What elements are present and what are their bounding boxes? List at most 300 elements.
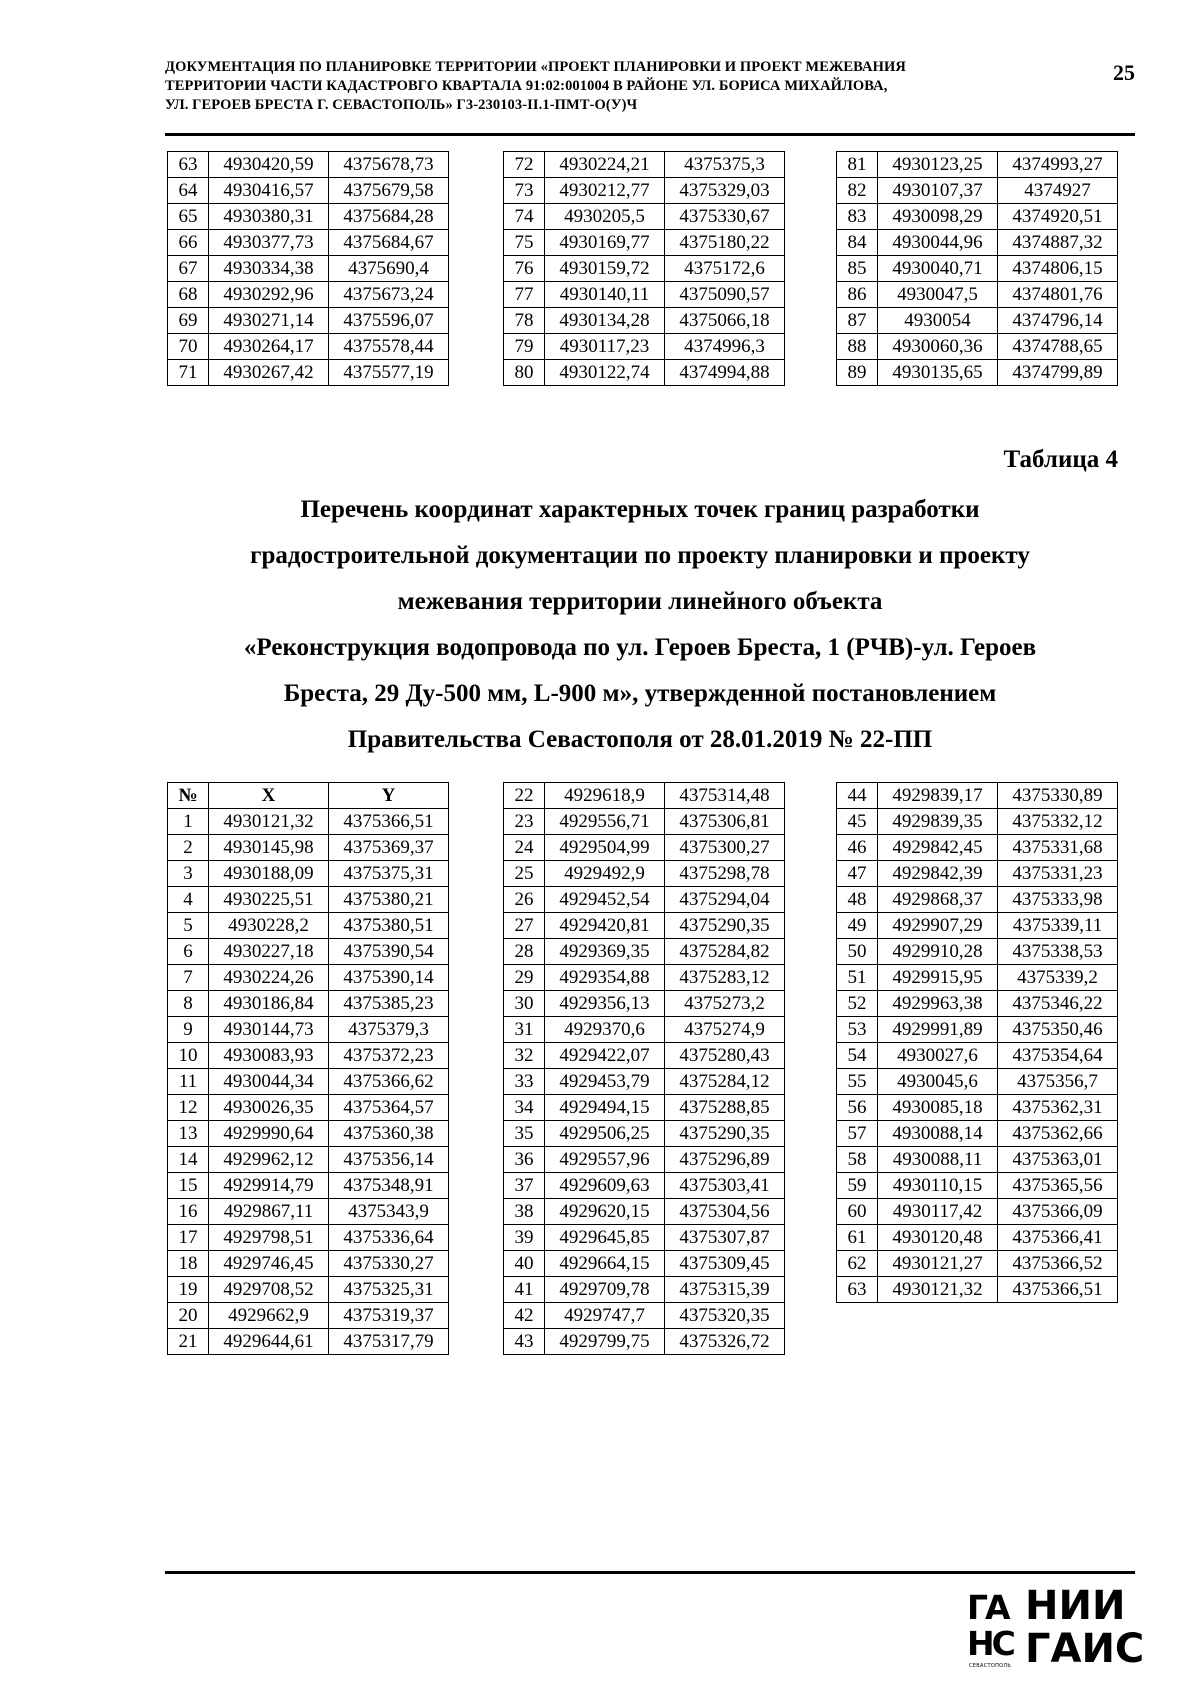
- table-row: [837, 939, 1118, 965]
- point-number-cell: 5: [168, 913, 209, 939]
- table-title: [170, 487, 1110, 763]
- table-row: [168, 308, 449, 334]
- y-coordinate-cell: 4375365,56: [998, 1173, 1118, 1199]
- x-coordinate-cell: 4930117,23: [545, 334, 665, 360]
- x-coordinate-cell: 4929556,71: [545, 809, 665, 835]
- x-coordinate-cell: 4930121,27: [878, 1251, 998, 1277]
- point-number-cell: 89: [837, 360, 878, 386]
- y-coordinate-cell: 4375274,9: [665, 1017, 785, 1043]
- y-coordinate-cell: 4375339,11: [998, 913, 1118, 939]
- x-coordinate-cell: 4930420,59: [209, 152, 329, 178]
- y-coordinate-cell: 4375317,79: [329, 1329, 449, 1355]
- x-coordinate-cell: 4929494,15: [545, 1095, 665, 1121]
- table-row: [837, 1095, 1118, 1121]
- y-coordinate-cell: 4375366,41: [998, 1225, 1118, 1251]
- x-coordinate-cell: 4930169,77: [545, 230, 665, 256]
- table-row: [504, 1069, 785, 1095]
- y-coordinate-cell: 4375309,45: [665, 1251, 785, 1277]
- point-number-cell: 52: [837, 991, 878, 1017]
- x-coordinate-cell: 4930040,71: [878, 256, 998, 282]
- x-coordinate-cell: 4929842,39: [878, 861, 998, 887]
- y-coordinate-cell: 4375331,68: [998, 835, 1118, 861]
- x-coordinate-cell: 4929839,17: [878, 783, 998, 809]
- y-coordinate-cell: 4375303,41: [665, 1173, 785, 1199]
- header-line-3: УЛ. ГЕРОЕВ БРЕСТА Г. СЕВАСТОПОЛЬ» Г3-230103-II.1-ПМТ-О(У)Ч: [165, 97, 638, 113]
- table-row: [168, 1095, 449, 1121]
- table-row: [504, 861, 785, 887]
- y-coordinate-cell: 4375354,64: [998, 1043, 1118, 1069]
- x-coordinate-cell: 4929492,9: [545, 861, 665, 887]
- point-number-cell: 16: [168, 1199, 209, 1225]
- y-coordinate-cell: 4375290,35: [665, 1121, 785, 1147]
- table-row: [168, 965, 449, 991]
- x-coordinate-cell: 4930044,96: [878, 230, 998, 256]
- y-coordinate-cell: 4375307,87: [665, 1225, 785, 1251]
- x-coordinate-cell: 4929557,96: [545, 1147, 665, 1173]
- x-coordinate-cell: 4929609,63: [545, 1173, 665, 1199]
- point-number-cell: 49: [837, 913, 878, 939]
- x-coordinate-cell: 4929842,45: [878, 835, 998, 861]
- x-coordinate-cell: 4929369,35: [545, 939, 665, 965]
- header-line-2: ТЕРРИТОРИИ ЧАСТИ КАДАСТРОВГО КВАРТАЛА 91:02:001004 В РАЙОНЕ УЛ. БОРИСА МИХАЙЛОВА,: [165, 78, 888, 94]
- title-line-3: межевания территории линейного объекта: [397, 588, 883, 615]
- table-row: [504, 1277, 785, 1303]
- table-row: [504, 783, 785, 809]
- table-row: [168, 939, 449, 965]
- table-row: [168, 861, 449, 887]
- table-row: [168, 152, 449, 178]
- table-row: [168, 1121, 449, 1147]
- x-coordinate-cell: 4929618,9: [545, 783, 665, 809]
- coordinates-table-continued-3: [836, 151, 1118, 386]
- table-row: [837, 334, 1118, 360]
- table-row: [837, 913, 1118, 939]
- x-coordinate-cell: 4930416,57: [209, 178, 329, 204]
- table-row: [837, 1043, 1118, 1069]
- x-coordinate-cell: 4930098,29: [878, 204, 998, 230]
- y-coordinate-cell: 4375273,2: [665, 991, 785, 1017]
- x-coordinate-cell: 4930228,2: [209, 913, 329, 939]
- x-coordinate-cell: 4930026,35: [209, 1095, 329, 1121]
- point-number-cell: 56: [837, 1095, 878, 1121]
- y-coordinate-cell: 4375331,23: [998, 861, 1118, 887]
- x-coordinate-cell: 4930225,51: [209, 887, 329, 913]
- point-number-cell: 30: [504, 991, 545, 1017]
- point-number-cell: 7: [168, 965, 209, 991]
- y-coordinate-cell: 4375066,18: [665, 308, 785, 334]
- coordinates-table-continued-1: [167, 151, 449, 386]
- table-row: [504, 1173, 785, 1199]
- y-coordinate-cell: 4375338,53: [998, 939, 1118, 965]
- table-row: [504, 939, 785, 965]
- y-coordinate-cell: 4375690,4: [329, 256, 449, 282]
- y-coordinate-cell: 4375678,73: [329, 152, 449, 178]
- y-coordinate-cell: 4375336,64: [329, 1225, 449, 1251]
- x-coordinate-cell: 4930117,42: [878, 1199, 998, 1225]
- x-coordinate-cell: 4930188,09: [209, 861, 329, 887]
- y-coordinate-cell: 4375332,12: [998, 809, 1118, 835]
- x-coordinate-cell: 4929907,29: [878, 913, 998, 939]
- y-coordinate-cell: 4375320,35: [665, 1303, 785, 1329]
- point-number-cell: 71: [168, 360, 209, 386]
- point-number-cell: 44: [837, 783, 878, 809]
- table-row: [504, 1043, 785, 1069]
- table-row: [168, 1225, 449, 1251]
- coordinates-table-continued-2: [503, 151, 785, 386]
- x-coordinate-cell: 4929708,52: [209, 1277, 329, 1303]
- y-coordinate-cell: 4374887,32: [998, 230, 1118, 256]
- x-coordinate-cell: 4930212,77: [545, 178, 665, 204]
- table-row: [168, 178, 449, 204]
- x-coordinate-cell: 4929420,81: [545, 913, 665, 939]
- title-line-2: градостроительной документации по проекту планировки и проекту: [250, 542, 1030, 569]
- x-coordinate-cell: 4930292,96: [209, 282, 329, 308]
- y-coordinate-cell: 4375288,85: [665, 1095, 785, 1121]
- table-caption: Таблица 4: [1003, 446, 1118, 473]
- table-row: [168, 913, 449, 939]
- table-row: [837, 1173, 1118, 1199]
- x-coordinate-cell: 4930045,6: [878, 1069, 998, 1095]
- table-row: [504, 809, 785, 835]
- y-coordinate-cell: 4375280,43: [665, 1043, 785, 1069]
- point-number-cell: 88: [837, 334, 878, 360]
- y-coordinate-cell: 4374806,15: [998, 256, 1118, 282]
- point-number-cell: 8: [168, 991, 209, 1017]
- table-row: [504, 308, 785, 334]
- point-number-cell: 78: [504, 308, 545, 334]
- x-coordinate-cell: 4929504,99: [545, 835, 665, 861]
- point-number-cell: 24: [504, 835, 545, 861]
- table-row: [168, 204, 449, 230]
- table-row: [837, 861, 1118, 887]
- table-row: [504, 835, 785, 861]
- y-coordinate-cell: 4375330,27: [329, 1251, 449, 1277]
- x-coordinate-cell: 4930107,37: [878, 178, 998, 204]
- x-coordinate-cell: 4930271,14: [209, 308, 329, 334]
- point-number-cell: 25: [504, 861, 545, 887]
- point-number-cell: 48: [837, 887, 878, 913]
- table-row: [168, 256, 449, 282]
- x-coordinate-cell: 4930088,14: [878, 1121, 998, 1147]
- point-number-cell: 20: [168, 1303, 209, 1329]
- y-coordinate-cell: 4375679,58: [329, 178, 449, 204]
- point-number-cell: 28: [504, 939, 545, 965]
- point-number-cell: 33: [504, 1069, 545, 1095]
- y-coordinate-cell: 4375326,72: [665, 1329, 785, 1355]
- x-coordinate-cell: 4929867,11: [209, 1199, 329, 1225]
- y-coordinate-cell: 4375369,37: [329, 835, 449, 861]
- y-coordinate-cell: 4375284,82: [665, 939, 785, 965]
- y-coordinate-cell: 4374927: [998, 178, 1118, 204]
- table-row: [168, 230, 449, 256]
- y-coordinate-cell: 4375380,21: [329, 887, 449, 913]
- y-coordinate-cell: 4375346,22: [998, 991, 1118, 1017]
- title-line-4: «Реконструкция водопровода по ул. Героев Бреста, 1 (РЧВ)-ул. Героев: [243, 634, 1037, 661]
- point-number-cell: 15: [168, 1173, 209, 1199]
- table-row: [504, 152, 785, 178]
- point-number-cell: 65: [168, 204, 209, 230]
- table-row: [837, 783, 1118, 809]
- y-coordinate-cell: 4375364,57: [329, 1095, 449, 1121]
- y-coordinate-cell: 4375379,3: [329, 1017, 449, 1043]
- y-coordinate-cell: 4375296,89: [665, 1147, 785, 1173]
- table-row: [504, 991, 785, 1017]
- x-coordinate-cell: 4929644,61: [209, 1329, 329, 1355]
- x-coordinate-cell: 4930205,5: [545, 204, 665, 230]
- y-coordinate-cell: 4375284,12: [665, 1069, 785, 1095]
- y-coordinate-cell: 4375298,78: [665, 861, 785, 887]
- y-coordinate-cell: 4375315,39: [665, 1277, 785, 1303]
- point-number-cell: 53: [837, 1017, 878, 1043]
- table-row: [168, 1277, 449, 1303]
- y-coordinate-cell: 4375366,51: [329, 809, 449, 835]
- point-number-cell: 32: [504, 1043, 545, 1069]
- y-coordinate-cell: 4374994,88: [665, 360, 785, 386]
- table-row: [837, 991, 1118, 1017]
- x-coordinate-cell: 4930267,42: [209, 360, 329, 386]
- x-coordinate-cell: 4930085,18: [878, 1095, 998, 1121]
- table-row: [504, 1017, 785, 1043]
- point-number-cell: 42: [504, 1303, 545, 1329]
- table-row: [168, 334, 449, 360]
- y-coordinate-cell: 4375390,14: [329, 965, 449, 991]
- table-row: [837, 178, 1118, 204]
- point-number-cell: 72: [504, 152, 545, 178]
- x-coordinate-cell: 4929356,13: [545, 991, 665, 1017]
- point-number-cell: 83: [837, 204, 878, 230]
- table-row: [168, 1147, 449, 1173]
- y-coordinate-cell: 4375306,81: [665, 809, 785, 835]
- y-coordinate-cell: 4375362,66: [998, 1121, 1118, 1147]
- table-row: [837, 360, 1118, 386]
- table-row: [168, 887, 449, 913]
- point-number-cell: 87: [837, 308, 878, 334]
- y-coordinate-cell: 4374788,65: [998, 334, 1118, 360]
- y-coordinate-cell: 4375366,62: [329, 1069, 449, 1095]
- point-number-cell: 29: [504, 965, 545, 991]
- table-row: [837, 152, 1118, 178]
- point-number-cell: 13: [168, 1121, 209, 1147]
- point-number-cell: 31: [504, 1017, 545, 1043]
- x-coordinate-cell: 4930054: [878, 308, 998, 334]
- point-number-cell: 36: [504, 1147, 545, 1173]
- x-coordinate-cell: 4930110,15: [878, 1173, 998, 1199]
- x-coordinate-cell: 4930135,65: [878, 360, 998, 386]
- y-coordinate-cell: 4375330,89: [998, 783, 1118, 809]
- table-row: [504, 913, 785, 939]
- point-number-cell: 47: [837, 861, 878, 887]
- x-coordinate-cell: 4930121,32: [209, 809, 329, 835]
- table-row: [504, 965, 785, 991]
- point-number-cell: 11: [168, 1069, 209, 1095]
- column-header-y: Y: [329, 783, 449, 809]
- point-number-cell: 59: [837, 1173, 878, 1199]
- point-number-cell: 55: [837, 1069, 878, 1095]
- y-coordinate-cell: 4375314,48: [665, 783, 785, 809]
- point-number-cell: 61: [837, 1225, 878, 1251]
- x-coordinate-cell: 4930027,6: [878, 1043, 998, 1069]
- x-coordinate-cell: 4929746,45: [209, 1251, 329, 1277]
- point-number-cell: 85: [837, 256, 878, 282]
- x-coordinate-cell: 4930380,31: [209, 204, 329, 230]
- title-line-5: Бреста, 29 Ду-500 мм, L-900 м», утвержденной постановлением: [283, 680, 997, 707]
- x-coordinate-cell: 4930047,5: [878, 282, 998, 308]
- point-number-cell: 10: [168, 1043, 209, 1069]
- y-coordinate-cell: 4374799,89: [998, 360, 1118, 386]
- y-coordinate-cell: 4375172,6: [665, 256, 785, 282]
- logo-mark-icon: [967, 1588, 1019, 1669]
- logo-mark-caption: СЕВАСТОПОЛЬ: [969, 1663, 1012, 1669]
- point-number-cell: 21: [168, 1329, 209, 1355]
- x-coordinate-cell: 4930144,73: [209, 1017, 329, 1043]
- point-number-cell: 38: [504, 1199, 545, 1225]
- x-coordinate-cell: 4929645,85: [545, 1225, 665, 1251]
- table-row: [504, 230, 785, 256]
- point-number-cell: 27: [504, 913, 545, 939]
- point-number-cell: 6: [168, 939, 209, 965]
- table-row: [168, 360, 449, 386]
- footer-divider: [165, 1571, 1135, 1574]
- y-coordinate-cell: 4375366,52: [998, 1251, 1118, 1277]
- y-coordinate-cell: 4375356,7: [998, 1069, 1118, 1095]
- x-coordinate-cell: 4929798,51: [209, 1225, 329, 1251]
- table-row: [504, 1225, 785, 1251]
- y-coordinate-cell: 4375596,07: [329, 308, 449, 334]
- table-row: [837, 809, 1118, 835]
- point-number-cell: 37: [504, 1173, 545, 1199]
- point-number-cell: 26: [504, 887, 545, 913]
- coordinates-table-3: [836, 782, 1118, 1303]
- point-number-cell: 1: [168, 809, 209, 835]
- point-number-cell: 54: [837, 1043, 878, 1069]
- point-number-cell: 58: [837, 1147, 878, 1173]
- x-coordinate-cell: 4929799,75: [545, 1329, 665, 1355]
- point-number-cell: 12: [168, 1095, 209, 1121]
- y-coordinate-cell: 4375325,31: [329, 1277, 449, 1303]
- point-number-cell: 18: [168, 1251, 209, 1277]
- table-row: [504, 887, 785, 913]
- point-number-cell: 17: [168, 1225, 209, 1251]
- y-coordinate-cell: 4375300,27: [665, 835, 785, 861]
- x-coordinate-cell: 4930060,36: [878, 334, 998, 360]
- x-coordinate-cell: 4930123,25: [878, 152, 998, 178]
- x-coordinate-cell: 4929991,89: [878, 1017, 998, 1043]
- logo-text-line-1: НИИ: [1025, 1583, 1126, 1629]
- table-row: [168, 1251, 449, 1277]
- y-coordinate-cell: 4375294,04: [665, 887, 785, 913]
- y-coordinate-cell: 4375290,35: [665, 913, 785, 939]
- point-number-cell: 41: [504, 1277, 545, 1303]
- x-coordinate-cell: 4929868,37: [878, 887, 998, 913]
- table-header-row: [168, 783, 449, 809]
- y-coordinate-cell: 4375304,56: [665, 1199, 785, 1225]
- x-coordinate-cell: 4930377,73: [209, 230, 329, 256]
- y-coordinate-cell: 4375360,38: [329, 1121, 449, 1147]
- x-coordinate-cell: 4929914,79: [209, 1173, 329, 1199]
- x-coordinate-cell: 4930088,11: [878, 1147, 998, 1173]
- point-number-cell: 68: [168, 282, 209, 308]
- table-row: [837, 308, 1118, 334]
- y-coordinate-cell: 4375366,51: [998, 1277, 1118, 1303]
- table-row: [504, 1121, 785, 1147]
- table-row: [504, 334, 785, 360]
- x-coordinate-cell: 4930264,17: [209, 334, 329, 360]
- table-row: [837, 1017, 1118, 1043]
- title-line-6: Правительства Севастополя от 28.01.2019 № 22-ПП: [347, 726, 933, 753]
- y-coordinate-cell: 4375363,01: [998, 1147, 1118, 1173]
- y-coordinate-cell: 4375356,14: [329, 1147, 449, 1173]
- x-coordinate-cell: 4930140,11: [545, 282, 665, 308]
- y-coordinate-cell: 4375673,24: [329, 282, 449, 308]
- y-coordinate-cell: 4375684,67: [329, 230, 449, 256]
- table-row: [837, 282, 1118, 308]
- table-row: [504, 178, 785, 204]
- niigais-logo: [967, 1583, 1147, 1678]
- table-row: [168, 835, 449, 861]
- table-row: [837, 256, 1118, 282]
- point-number-cell: 35: [504, 1121, 545, 1147]
- y-coordinate-cell: 4375348,91: [329, 1173, 449, 1199]
- y-coordinate-cell: 4375283,12: [665, 965, 785, 991]
- x-coordinate-cell: 4930224,21: [545, 152, 665, 178]
- table-row: [168, 1173, 449, 1199]
- point-number-cell: 4: [168, 887, 209, 913]
- x-coordinate-cell: 4929962,12: [209, 1147, 329, 1173]
- logo-text-line-2: ГАИС: [1025, 1626, 1145, 1672]
- table-row: [837, 835, 1118, 861]
- point-number-cell: 62: [837, 1251, 878, 1277]
- x-coordinate-cell: 4930159,72: [545, 256, 665, 282]
- point-number-cell: 64: [168, 178, 209, 204]
- x-coordinate-cell: 4930134,28: [545, 308, 665, 334]
- x-coordinate-cell: 4929453,79: [545, 1069, 665, 1095]
- point-number-cell: 80: [504, 360, 545, 386]
- point-number-cell: 39: [504, 1225, 545, 1251]
- table-row: [837, 1147, 1118, 1173]
- table-row: [837, 1251, 1118, 1277]
- coordinates-table-2: [503, 782, 785, 1355]
- table-row: [837, 204, 1118, 230]
- y-coordinate-cell: 4375319,37: [329, 1303, 449, 1329]
- x-coordinate-cell: 4930145,98: [209, 835, 329, 861]
- table-row: [837, 1225, 1118, 1251]
- table-row: [504, 360, 785, 386]
- x-coordinate-cell: 4929354,88: [545, 965, 665, 991]
- point-number-cell: 82: [837, 178, 878, 204]
- table-row: [837, 1121, 1118, 1147]
- table-row: [504, 1199, 785, 1225]
- table-row: [504, 256, 785, 282]
- x-coordinate-cell: 4929620,15: [545, 1199, 665, 1225]
- y-coordinate-cell: 4375380,51: [329, 913, 449, 939]
- x-coordinate-cell: 4929664,15: [545, 1251, 665, 1277]
- page-number: 25: [1113, 60, 1135, 85]
- x-coordinate-cell: 4930334,38: [209, 256, 329, 282]
- point-number-cell: 2: [168, 835, 209, 861]
- point-number-cell: 75: [504, 230, 545, 256]
- y-coordinate-cell: 4375180,22: [665, 230, 785, 256]
- table-row: [837, 965, 1118, 991]
- x-coordinate-cell: 4930121,32: [878, 1277, 998, 1303]
- x-coordinate-cell: 4929709,78: [545, 1277, 665, 1303]
- table-row: [504, 1251, 785, 1277]
- x-coordinate-cell: 4929839,35: [878, 809, 998, 835]
- point-number-cell: 69: [168, 308, 209, 334]
- y-coordinate-cell: 4375343,9: [329, 1199, 449, 1225]
- table-row: [504, 1095, 785, 1121]
- x-coordinate-cell: 4929506,25: [545, 1121, 665, 1147]
- y-coordinate-cell: 4374796,14: [998, 308, 1118, 334]
